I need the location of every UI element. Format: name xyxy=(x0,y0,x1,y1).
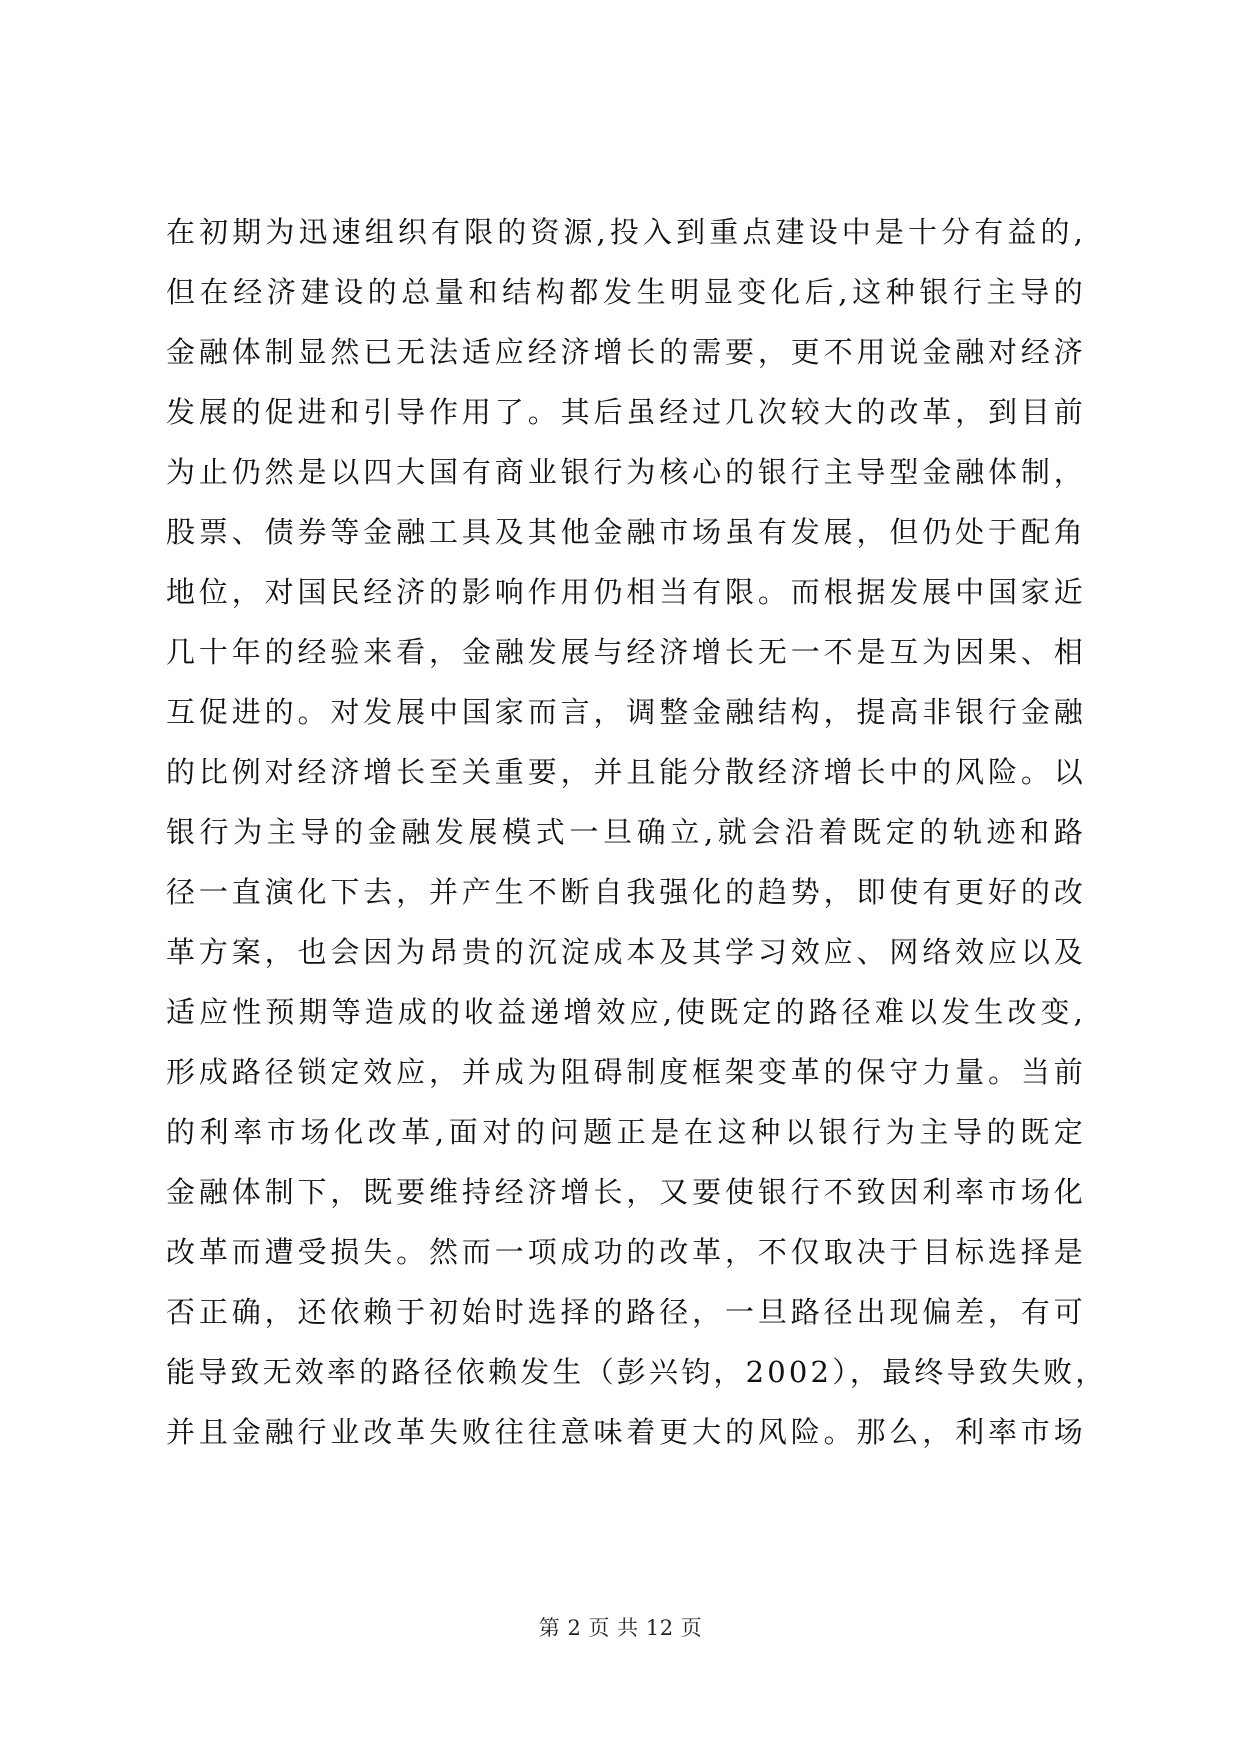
text-line: 否正确，还依赖于初始时选择的路径，一旦路径出现偏差，有可 xyxy=(166,1295,1086,1329)
text-line: 发展的促进和引导作用了。其后虽经过几次较大的改革，到目前 xyxy=(166,395,1086,429)
text-line: 股票、债券等金融工具及其他金融市场虽有发展，但仍处于配角 xyxy=(166,515,1086,549)
text-line: 改革而遭受损失。然而一项成功的改革，不仅取决于目标选择是 xyxy=(166,1235,1086,1269)
text-line: 的比例对经济增长至关重要，并且能分散经济增长中的风险。以 xyxy=(166,755,1086,789)
text-line: 形成路径锁定效应，并成为阻碍制度框架变革的保守力量。当前 xyxy=(166,1055,1086,1089)
text-line: 为止仍然是以四大国有商业银行为核心的银行主导型金融体制， xyxy=(166,455,1086,489)
text-line: 地位，对国民经济的影响作用仍相当有限。而根据发展中国家近 xyxy=(166,575,1086,609)
text-line: 并且金融行业改革失败往往意味着更大的风险。那么，利率市场 xyxy=(166,1415,1086,1449)
page-number-footer: 第 2 页 共 12 页 xyxy=(538,1616,703,1640)
text-line: 适应性预期等造成的收益递增效应,使既定的路径难以发生改变, xyxy=(166,995,1086,1029)
text-line: 径一直演化下去，并产生不断自我强化的趋势，即使有更好的改 xyxy=(166,875,1086,909)
text-line: 银行为主导的金融发展模式一旦确立,就会沿着既定的轨迹和路 xyxy=(166,815,1086,849)
text-line: 但在经济建设的总量和结构都发生明显变化后,这种银行主导的 xyxy=(166,275,1086,309)
text-line: 的利率市场化改革,面对的问题正是在这种以银行为主导的既定 xyxy=(166,1115,1086,1149)
text-line: 互促进的。对发展中国家而言，调整金融结构，提高非银行金融 xyxy=(166,695,1086,729)
text-line: 几十年的经验来看，金融发展与经济增长无一不是互为因果、相 xyxy=(166,635,1086,669)
text-line: 在初期为迅速组织有限的资源,投入到重点建设中是十分有益的, xyxy=(166,215,1086,249)
text-line: 能导致无效率的路径依赖发生（彭兴钧，2002），最终导致失败， xyxy=(166,1355,1108,1389)
text-line: 金融体制显然已无法适应经济增长的需要，更不用说金融对经济 xyxy=(166,335,1086,369)
body-paragraph xyxy=(166,202,1108,1462)
text-line: 革方案，也会因为昂贵的沉淀成本及其学习效应、网络效应以及 xyxy=(166,935,1086,969)
text-line: 金融体制下，既要维持经济增长，又要使银行不致因利率市场化 xyxy=(166,1175,1086,1209)
